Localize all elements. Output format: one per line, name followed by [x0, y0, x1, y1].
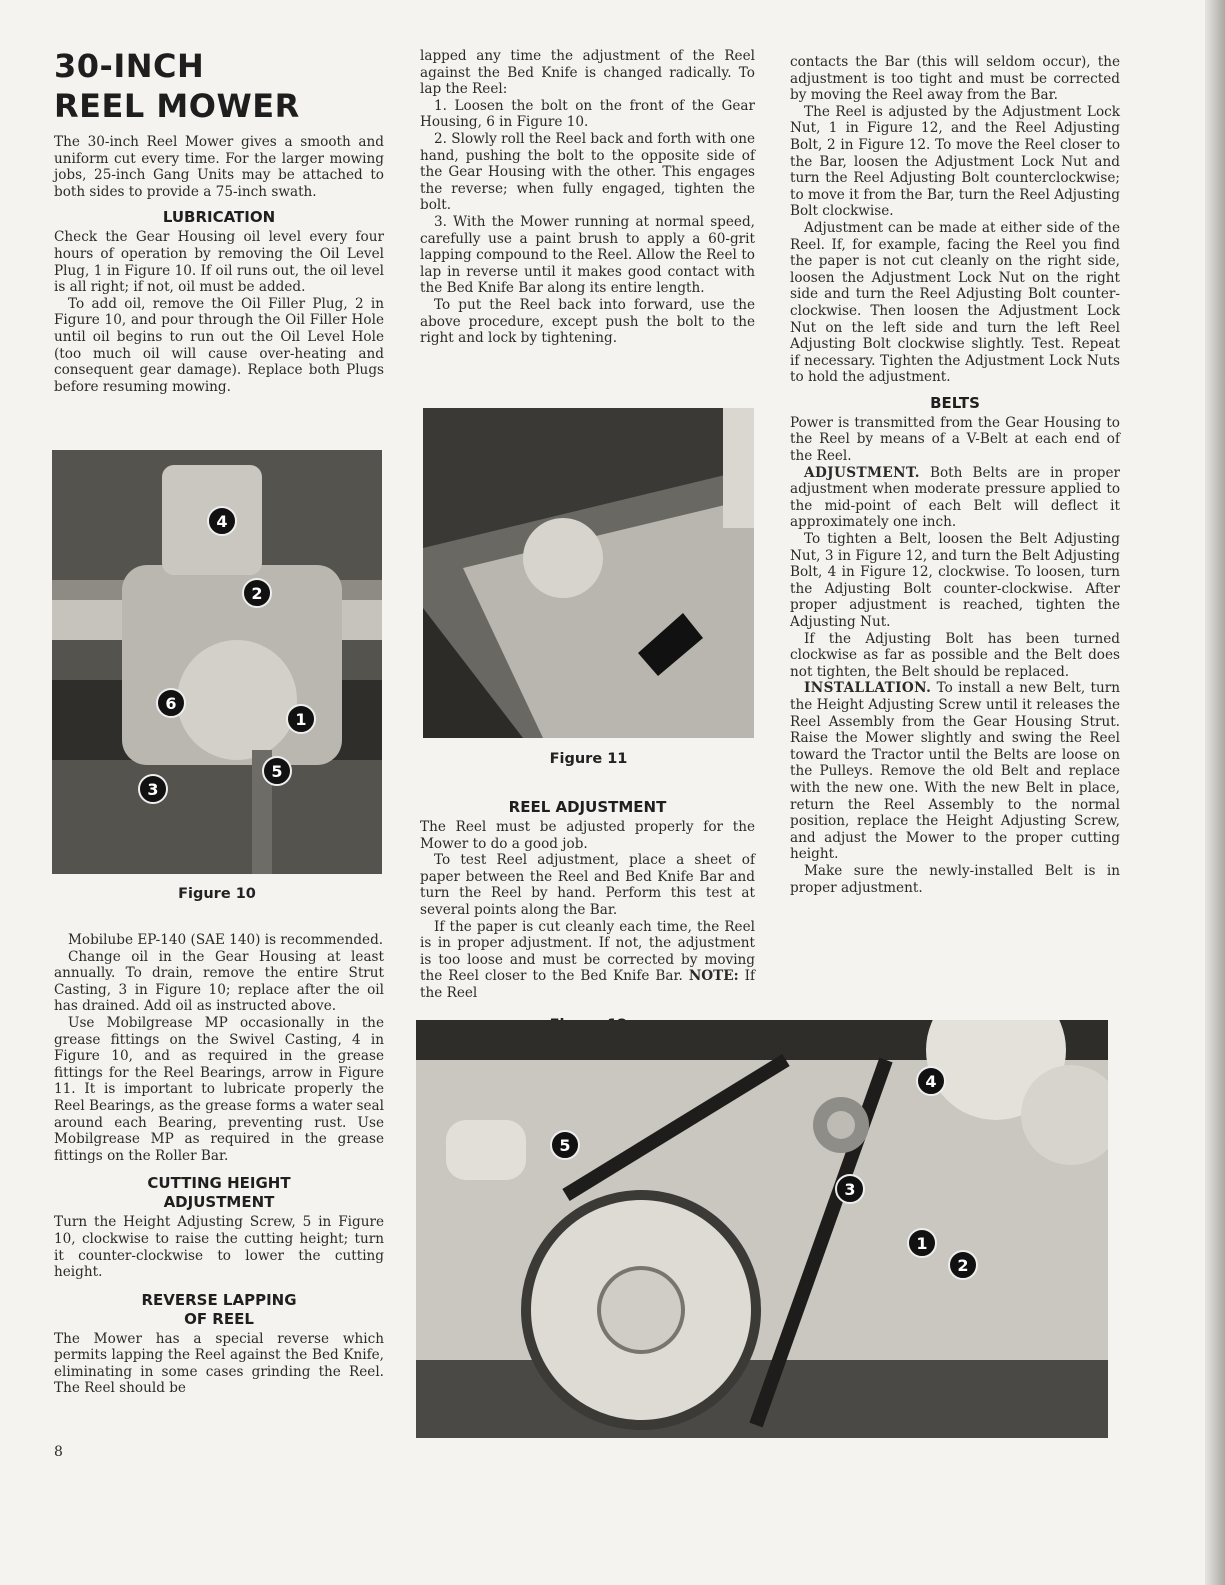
- adjustment-runin: ADJUSTMENT.: [804, 464, 920, 481]
- belt-adjustment-paragraph: [790, 465, 1120, 531]
- page-title: [54, 46, 384, 126]
- contact-paragraph: contacts the Bar (this will seldom occur), the adjustment is too tight and must be corrected by moving the Reel away from the Bar.: [790, 54, 1120, 104]
- adjustment-text: Both Belts are in proper adjustment when moderate pressure applied to the mid-point of each Belt will deflect it approximately one inch.: [790, 464, 1120, 531]
- adjust-side-paragraph: Adjustment can be made at either side of the Reel. If, for example, facing the Reel you find the paper is not cut cleanly on the right side, loosen the Adjustment Lock Nut on the right side and turn the Reel Adjusting Bolt counter-clockwise. Then loosen the Adjustment Lock Nut on the left side and turn the left Reel Adjusting Bolt clockwise slightly. Test. Repeat if necessary. Tighten the Adjustment Lock Nuts to hold the adjustment.: [790, 219, 1120, 386]
- reverse-lapping-paragraph: The Mower has a special reverse which permits lapping the Reel against the Bed Knife, eliminating in some cases grinding the Reel. The Reel should be: [54, 1330, 384, 1397]
- fig12-callout-5: 5: [550, 1130, 580, 1160]
- installation-runin: INSTALLATION.: [804, 680, 932, 697]
- reverse-lapping-heading: [54, 1291, 384, 1329]
- reel-p3-start: If the paper is cut cleanly each time, the Reel is in proper adjustment. If not, the adjustment is too loose and must be corrected by moving the Reel closer to the Bed Knife Bar.: [420, 918, 755, 985]
- title-line-2: REEL MOWER: [54, 87, 300, 125]
- lubrication-paragraph-1: Check the Gear Housing oil level every four hours of operation by removing the Oil Level Plug, 1 in Figure 10. If oil runs out, the oil level is all right; if not, oil must be added.: [54, 229, 384, 296]
- fig12-callout-1: 1: [907, 1228, 937, 1258]
- lapping-step-2: 2. Slowly roll the Reel back and forth with one hand, pushing the bolt to the opposite side of the Gear Housing with the other. This engages the reverse; when fully engaged, tighten the bolt.: [420, 130, 756, 214]
- lapping-intro: lapped any time the adjustment of the Reel against the Bed Knife is changed radically. To lap the Reel:: [420, 48, 755, 98]
- adjust-method-paragraph: The Reel is adjusted by the Adjustment Lock Nut, 1 in Figure 12, and the Reel Adjusting Bolt, 2 in Figure 12. To move the Reel closer to the Bar, loosen the Adjustment Lock Nut and turn the Reel Adjusting Bolt counterclockwise; to move it from the Bar, turn the Reel Adjusting Bolt clockwise.: [790, 103, 1120, 220]
- column-3: [790, 54, 1120, 896]
- fig12-callout-4: 4: [916, 1066, 946, 1096]
- oil-paragraph-1: Mobilube EP-140 (SAE 140) is recommended.: [68, 932, 384, 948]
- title-line-1: 30-INCH: [54, 47, 205, 85]
- lapping-step-1: 1. Loosen the bolt on the front of the Gear Housing, 6 in Figure 10.: [420, 97, 755, 131]
- fig10-callout-3: 3: [138, 774, 168, 804]
- cutting-heading-line-2: ADJUSTMENT: [163, 1193, 275, 1212]
- fig10-callout-4: 4: [207, 506, 237, 536]
- belt-pulley-illustration: [416, 1020, 1108, 1438]
- reverse-heading-line-1: REVERSE LAPPING: [141, 1290, 297, 1309]
- reel-adjustment-paragraph-2: To test Reel adjustment, place a sheet of paper between the Reel and Bed Knife Bar and turn the Reel by hand. Perform this test at several points along the Bar.: [420, 852, 755, 918]
- page-edge: [1205, 0, 1225, 1585]
- lubrication-paragraph-2: To add oil, remove the Oil Filler Plug, 2 in Figure 10, and pour through the Oil Filler Hole until oil begins to run out the Oil Level Hole (too much oil will cause over-heating and consequent gear damage). Replace both Plugs before resuming mowing.: [54, 295, 384, 395]
- figure-10-caption: Figure 10: [178, 886, 256, 902]
- reel-p3-end: If the Reel: [420, 968, 755, 1001]
- column-1-lower: [54, 932, 384, 1397]
- belt-tighten-paragraph: To tighten a Belt, loosen the Belt Adjusting Nut, 3 in Figure 12, and turn the Belt Adjusting Bolt, 4 in Figure 12, clockwise. To loosen, turn the Adjusting Bolt counter-clockwise. After proper adjustment is reached, tighten the Adjusting Nut.: [790, 531, 1120, 630]
- fig10-callout-1: 1: [286, 704, 316, 734]
- column-1: [54, 40, 384, 395]
- intro-paragraph: The 30-inch Reel Mower gives a smooth and uniform cut every time. For the larger mowing jobs, 25-inch Gang Units may be attached to both sides to provide a 75-inch swath.: [54, 134, 384, 200]
- lubrication-heading: LUBRICATION: [162, 208, 276, 227]
- figure-11-photo: [423, 408, 754, 738]
- figure-11-caption: Figure 11: [549, 751, 628, 767]
- oil-paragraph-2: Change oil in the Gear Housing at least annually. To drain, remove the entire Strut Casting, 3 in Figure 10; replace after the oil has drained. Add oil as instructed above.: [54, 948, 384, 1015]
- cutting-height-heading: [54, 1174, 384, 1212]
- fig10-callout-5: 5: [262, 756, 292, 786]
- note-label: NOTE:: [688, 968, 739, 985]
- lapping-step-3: 3. With the Mower running at normal speed, carefully use a paint brush to apply a 60-grit lapping compound to the Reel. Allow the Reel to lap in reverse until it makes good contact with the Bed Knife Bar along its entire length.: [420, 213, 755, 297]
- belts-paragraph: Power is transmitted from the Gear Housing to the Reel by means of a V-Belt at each end of the Reel.: [790, 414, 1120, 465]
- column-2: [420, 48, 755, 347]
- belt-replace-paragraph: If the Adjusting Bolt has been turned clockwise as far as possible and the Belt does not tighten, the Belt should be replaced.: [790, 630, 1120, 680]
- reel-adjustment-heading: REEL ADJUSTMENT: [508, 798, 667, 816]
- belt-installation-paragraph: [790, 680, 1120, 863]
- fig12-callout-2: 2: [948, 1250, 978, 1280]
- page-number: 8: [54, 1444, 63, 1460]
- column-2-lower: [420, 790, 755, 1002]
- fig12-callout-3: 3: [835, 1174, 865, 1204]
- reverse-heading-line-2: OF REEL: [184, 1309, 254, 1328]
- cutting-heading-line-1: CUTTING HEIGHT: [147, 1174, 291, 1193]
- final-paragraph: Make sure the newly-installed Belt is in proper adjustment.: [790, 862, 1120, 896]
- fig10-callout-2: 2: [242, 578, 272, 608]
- reel-adjustment-paragraph-3: [420, 919, 755, 1002]
- figure-12-photo: [416, 1020, 1108, 1438]
- reel-bearing-illustration: [423, 408, 754, 738]
- belts-heading: BELTS: [930, 393, 980, 412]
- fig10-callout-6: 6: [156, 688, 186, 718]
- reel-adjustment-paragraph-1: The Reel must be adjusted properly for the Mower to do a good job.: [420, 819, 755, 852]
- installation-text: To install a new Belt, turn the Height Adjusting Screw until it releases the Reel Assembly from the Gear Housing Strut. Raise the Mower slightly and swing the Reel toward the Tractor until the Belts are loose on the Pulleys. Remove the old Belt and replace with the new one. With the new Belt in place, return the Reel Assembly to the normal position, replace the Height Adjusting Screw, and adjust the Mower to the proper cutting height.: [790, 680, 1120, 863]
- figure-10-photo: [52, 450, 382, 874]
- cutting-height-paragraph: Turn the Height Adjusting Screw, 5 in Figure 10, clockwise to raise the cutting height; turn it counter-clockwise to lower the cutting height.: [54, 1214, 384, 1281]
- oil-paragraph-3: Use Mobilgrease MP occasionally in the grease fittings on the Swivel Casting, 4 in Figure 10, and as required in the grease fittings for the Reel Bearings, arrow in Figure 11. It is important to lubricate properly the Reel Bearings, as the grease forms a water seal around each Bearing, preventing rust. Use Mobilgrease MP as required in the grease fittings on the Roller Bar.: [54, 1014, 384, 1164]
- lapping-forward: To put the Reel back into forward, use the above procedure, except push the bolt to the right and lock by tightening.: [420, 296, 755, 347]
